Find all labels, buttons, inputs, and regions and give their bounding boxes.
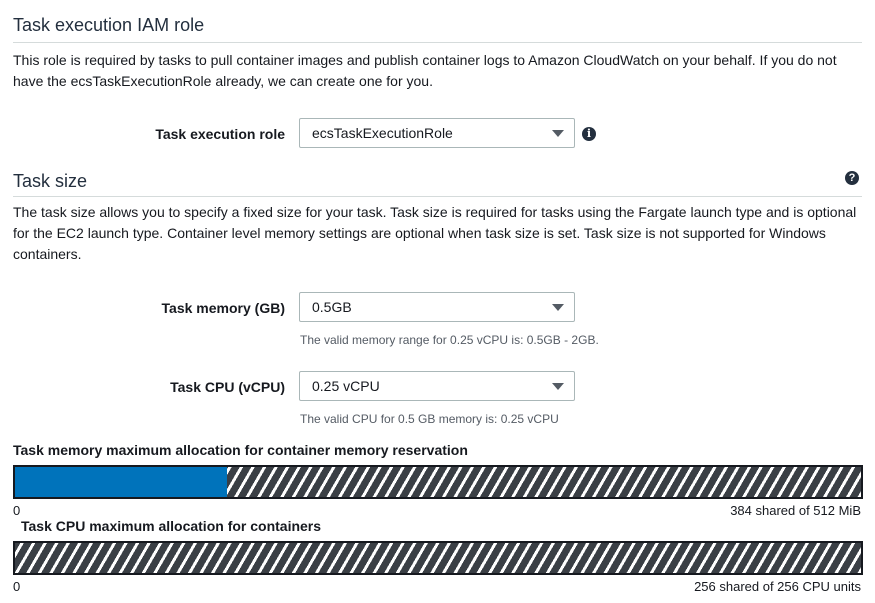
task-memory-select[interactable]: [299, 292, 575, 322]
cpu-allocation-end: 256 shared of 256 CPU units: [694, 579, 861, 594]
task-size-divider: [13, 196, 862, 197]
memory-allocation-end: 384 shared of 512 MiB: [730, 503, 861, 518]
memory-allocation-title: Task memory maximum allocation for container memory reservation: [13, 442, 468, 458]
task-memory-value: 0.5GB: [312, 299, 352, 315]
task-memory-hint: The valid memory range for 0.25 vCPU is: 0.5GB - 2GB.: [300, 333, 599, 347]
task-execution-role-label: Task execution role: [155, 126, 285, 142]
memory-shared-fill: [227, 467, 862, 497]
task-execution-role-select[interactable]: [299, 118, 575, 148]
task-cpu-hint: The valid CPU for 0.5 GB memory is: 0.25 vCPU: [300, 412, 559, 426]
cpu-allocation-bar: [13, 541, 863, 575]
task-cpu-value: 0.25 vCPU: [312, 378, 380, 394]
chevron-down-icon: [552, 304, 564, 311]
task-size-description: The task size allows you to specify a fixed size for your task. Task size is required for tasks using the Fargate launch type and is optional for the EC2 launch type. Container level memory settings are optional when task size is set. Task size is not supported for Windows containers.: [13, 204, 857, 262]
iam-section-description: This role is required by tasks to pull container images and publish container logs to Amazon CloudWatch on your behalf. If you do not have the ecsTaskExecutionRole already, we can create one for you.: [13, 52, 837, 89]
task-cpu-select[interactable]: [299, 371, 575, 401]
info-icon[interactable]: i: [582, 127, 596, 141]
cpu-allocation-title: Task CPU maximum allocation for containers: [21, 518, 322, 534]
iam-section-divider: [13, 42, 862, 43]
cpu-allocation-start: 0: [13, 579, 21, 594]
task-execution-role-value: ecsTaskExecutionRole: [312, 125, 453, 141]
memory-allocation-start: 0: [13, 503, 21, 518]
task-size-title: Task size: [13, 171, 88, 191]
question-circle-icon[interactable]: ?: [845, 171, 859, 185]
task-cpu-label: Task CPU (vCPU): [170, 379, 285, 395]
iam-section-title: Task execution IAM role: [13, 15, 205, 35]
task-memory-label: Task memory (GB): [161, 300, 285, 316]
cpu-shared-fill: [15, 543, 861, 573]
chevron-down-icon: [552, 383, 564, 390]
memory-allocation-bar: [13, 465, 863, 499]
memory-reserved-fill: [15, 467, 227, 497]
chevron-down-icon: [552, 130, 564, 137]
